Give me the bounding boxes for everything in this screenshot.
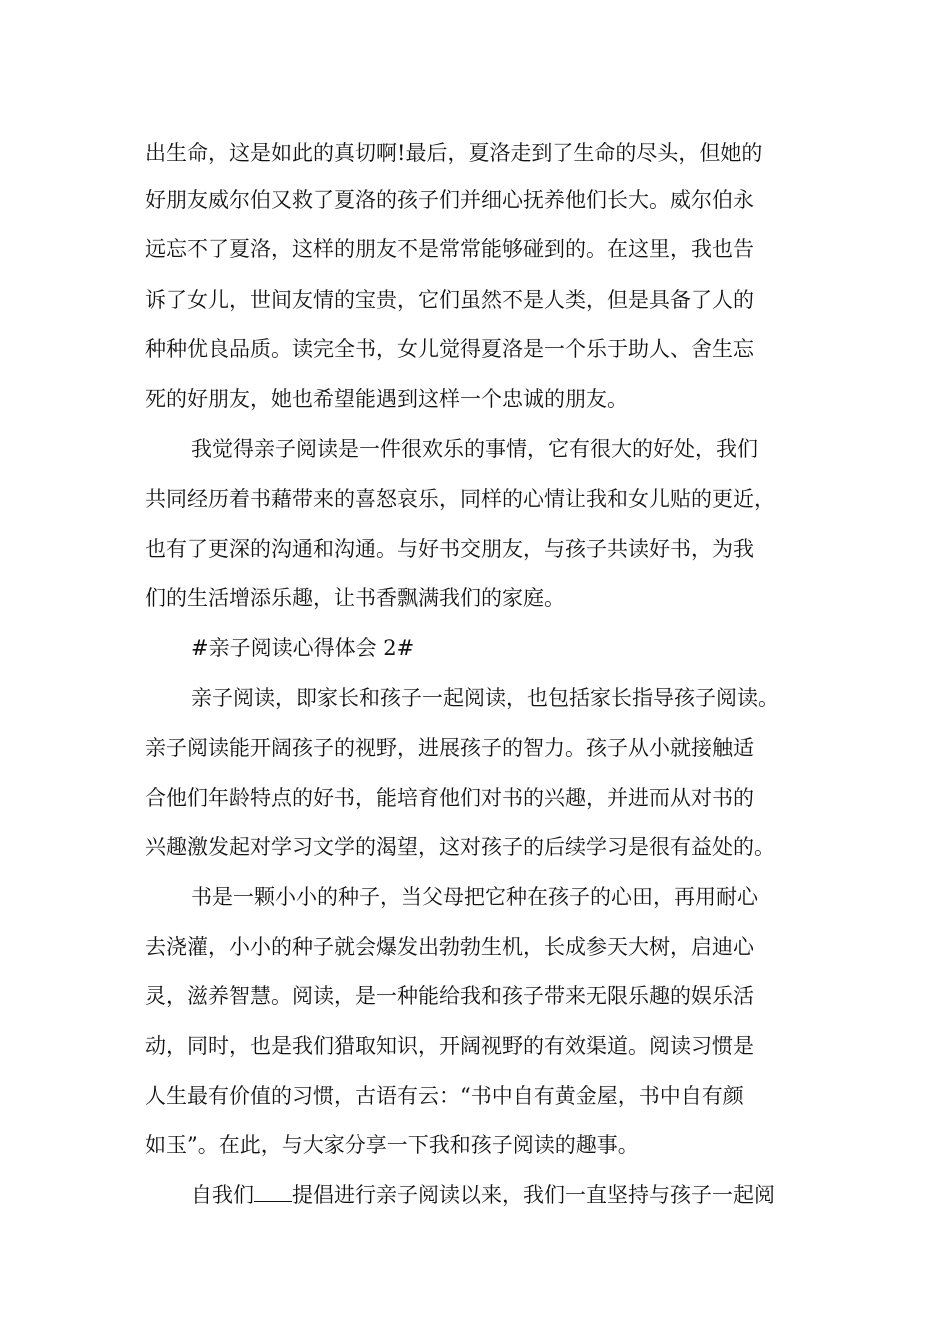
text-line: 亲子阅读能开阔孩子的视野，进展孩子的智力。孩子从小就接触适	[145, 736, 754, 760]
text-line: 诉了女儿，世间友情的宝贵，它们虽然不是人类，但是具备了人的	[145, 288, 754, 312]
blank-underline	[254, 1181, 292, 1202]
text-line: 远忘不了夏洛，这样的朋友不是常常能够碰到的。在这里，我也告	[145, 237, 754, 261]
text-line: 书是一颗小小的种子，当父母把它种在孩子的心田，再用耐心	[191, 885, 758, 909]
text-line: 人生最有价值的习惯，古语有云：“书中自有黄金屋，书中自有颜	[145, 1084, 744, 1108]
text-fragment: 提倡进行亲子阅读以来，我们一直坚持与孩子一起阅	[292, 1183, 775, 1207]
section-heading: #亲子阅读心得体会 2#	[191, 636, 415, 660]
text-line	[191, 1180, 775, 1210]
text-line: 去浇灌，小小的种子就会爆发出勃勃生机，长成参天大树，启迪心	[145, 935, 754, 959]
text-line: 动，同时，也是我们猎取知识，开阔视野的有效渠道。阅读习惯是	[145, 1034, 754, 1058]
text-line: 亲子阅读，即家长和孩子一起阅读，也包括家长指导孩子阅读。	[191, 686, 779, 710]
text-line: 合他们年龄特点的好书，能培育他们对书的兴趣，并进而从对书的	[145, 786, 754, 810]
text-line: 出生命，这是如此的真切啊!最后，夏洛走到了生命的尽头，但她的	[145, 141, 763, 165]
text-line: 死的好朋友，她也希望能遇到这样一个忠诚的朋友。	[145, 387, 628, 411]
text-line: 种种优良品质。读完全书，女儿觉得夏洛是一个乐于助人、舍生忘	[145, 337, 754, 361]
text-line: 如玉”。在此，与大家分享一下我和孩子阅读的趣事。	[145, 1133, 639, 1157]
text-line: 好朋友威尔伯又救了夏洛的孩子们并细心抚养他们长大。威尔伯永	[145, 188, 754, 212]
text-line: 共同经历着书藉带来的喜怒哀乐，同样的心情让我和女儿贴的更近，	[145, 487, 775, 511]
text-fragment: 自我们	[191, 1183, 254, 1207]
text-line: 兴趣激发起对学习文学的渴望，这对孩子的后续学习是很有益处的。	[145, 835, 775, 859]
text-line: 们的生活增添乐趣，让书香飘满我们的家庭。	[145, 586, 565, 610]
text-line: 灵，滋养智慧。阅读，是一种能给我和孩子带来无限乐趣的娱乐活	[145, 984, 754, 1008]
text-line: 也有了更深的沟通和沟通。与好书交朋友，与孩子共读好书，为我	[145, 537, 754, 561]
text-line: 我觉得亲子阅读是一件很欢乐的事情，它有很大的好处，我们	[191, 437, 758, 461]
